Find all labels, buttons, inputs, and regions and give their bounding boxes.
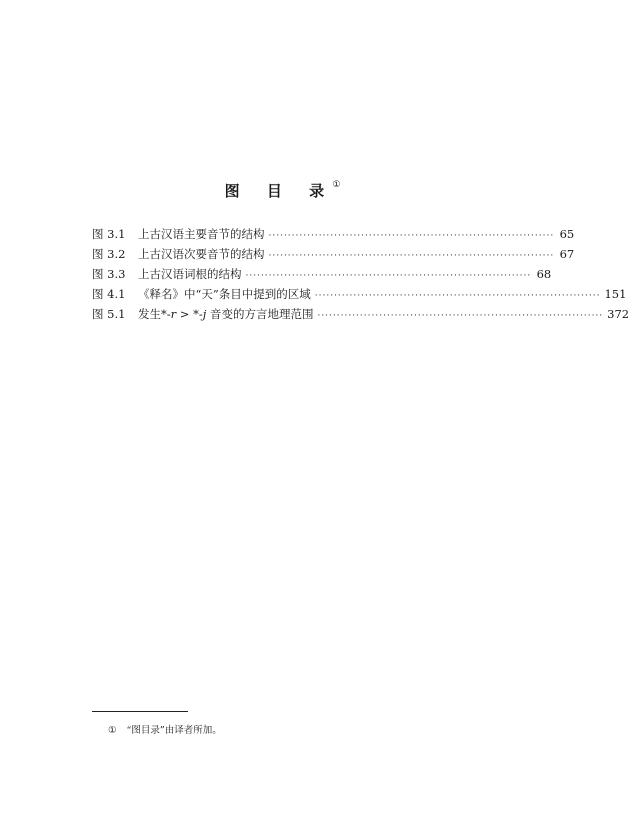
- dot-leader: ··········································································: [268, 231, 555, 241]
- figure-number: 图 3.3: [92, 267, 126, 281]
- caption-part: 发生*: [138, 307, 167, 321]
- page-number: 372: [607, 307, 629, 321]
- figure-caption: 上古汉语主要音节的结构: [138, 227, 265, 241]
- dot-leader: ··········································································: [245, 271, 532, 281]
- caption-part: 音变的方言地理范围: [206, 307, 314, 321]
- figure-number: 图 3.1: [92, 227, 126, 241]
- footnote-mark: ①: [108, 725, 117, 736]
- page-number: 67: [559, 247, 575, 261]
- title-char: 图: [224, 182, 240, 200]
- caption-italic: -r: [166, 307, 177, 321]
- toc-entry[interactable]: [92, 304, 629, 324]
- dot-leader: ··········································································: [317, 311, 604, 321]
- toc-entry[interactable]: [92, 224, 575, 244]
- caption-part: > *: [176, 307, 199, 321]
- page-number: 151: [604, 287, 627, 301]
- page-number: 68: [536, 267, 552, 281]
- page-number: 65: [559, 227, 575, 241]
- figure-list: [92, 224, 629, 324]
- footnote: [108, 722, 222, 736]
- figure-caption: 上古汉语次要音节的结构: [138, 247, 265, 261]
- figure-caption: 《释名》中“天”条目中提到的区域: [138, 287, 311, 301]
- toc-entry[interactable]: [92, 284, 627, 304]
- figure-number: 图 3.2: [92, 247, 126, 261]
- title-char: 目: [266, 182, 282, 200]
- footnote-divider: [92, 711, 188, 712]
- figure-caption: [138, 304, 313, 324]
- figure-number: 图 4.1: [92, 287, 126, 301]
- footnote-ref[interactable]: ①: [332, 180, 341, 190]
- figure-caption: 上古汉语词根的结构: [138, 267, 242, 281]
- toc-entry[interactable]: [92, 244, 575, 264]
- footnote-text: “图目录”由译者所加。: [126, 725, 222, 736]
- toc-entry[interactable]: [92, 264, 552, 284]
- toc-title: [0, 180, 554, 201]
- title-char: 录: [309, 182, 325, 200]
- dot-leader: ··········································································: [314, 291, 601, 301]
- caption-italic: -j: [198, 307, 207, 321]
- figure-number: 图 5.1: [92, 307, 126, 321]
- dot-leader: ··········································································: [268, 251, 555, 261]
